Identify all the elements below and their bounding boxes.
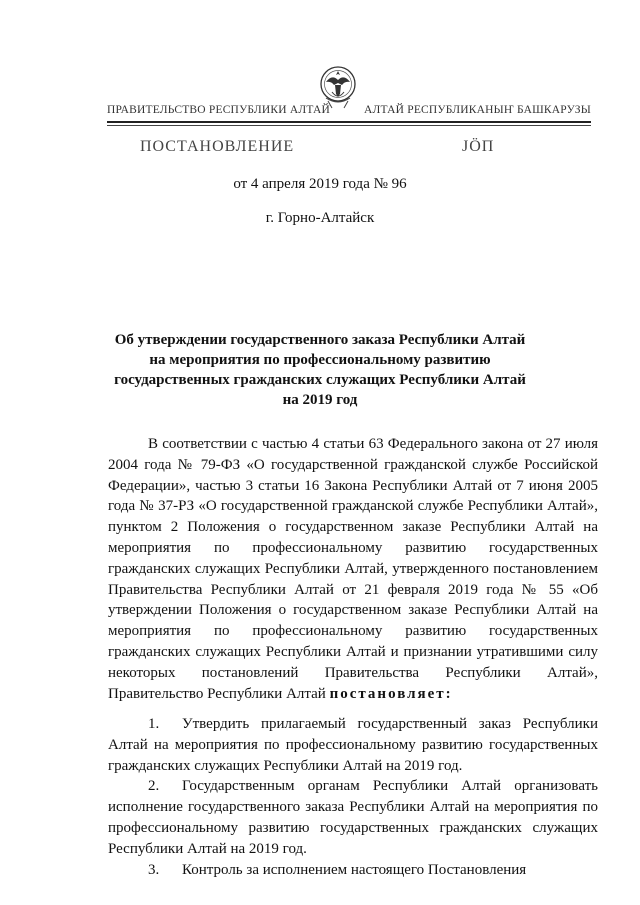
resolution-items [108,714,598,880]
preamble-decree-word: постановляет: [329,685,453,702]
item-number: 3. [148,861,160,878]
document-city: г. Горно-Алтайск [265,210,375,226]
header-divider-thick [107,121,591,123]
government-header [107,104,591,120]
header-government-name-alt: АЛТАЙ РЕСПУБЛИКАНЫҤ БАШКАРУЗЫ [364,104,591,116]
item-number: 2. [148,778,160,795]
title-line: на 2019 год [282,392,358,408]
preamble [108,434,598,704]
header-divider-thin [107,125,591,126]
resolution-item [108,860,598,881]
preamble-text: В соответствии с частью 4 статьи 63 Федерального закона от 27 июля 2004 года № 79-ФЗ «О государственной гражданской службе Российской Федерации», частью 3 статьи 16 Закона Республики Алтай от 7 июня 2005 года № 37-РЗ «О государственной гражданской службе Республики Алтай», пунктом 2 Положения о государственном заказе Республики Алтай на мероприятия по профессиональному развитию государственных гражданских служащих Республики Алтай, утвержденного постановлением Правительства Республики Алтай от 21 февраля 2019 года № 55 «Об утверждении Положения о государственном заказе Республики Алтай на мероприятия по профессиональному развитию государственных гражданских служащих Республики Алтай и признании утратившими силу некоторых постановлений Правительства Республики Алтай», Правительство Республики Алтай [108,436,598,702]
title-line: на мероприятия по профессиональному развитию [149,352,491,368]
document-type-ru: ПОСТАНОВЛЕНИЕ [140,138,295,155]
resolution-item [108,776,598,859]
item-text: Контроль за исполнением настоящего Постановления [182,861,527,878]
item-text: Утвердить прилагаемый государственный заказ Республики Алтай на мероприятия по профессиональному развитию государственных гражданских служащих Республики Алтай на 2019 год. [108,716,598,774]
preamble-paragraph [108,434,598,704]
header-government-name-ru: ПРАВИТЕЛЬСТВО РЕСПУБЛИКИ АЛТАЙ [107,104,331,116]
resolution-item [108,714,598,776]
coat-of-arms-icon [318,62,358,110]
item-number: 1. [148,716,160,732]
title-line: государственных гражданских служащих Республики Алтай [114,372,526,388]
document-type-alt: ЈӦП [462,138,495,155]
document-title [100,330,540,410]
item-text: Государственным органам Республики Алтай организовать исполнение государственного заказа Республики Алтай на мероприятия по профессиональному развитию государственных гражданских служащих Республики Алтай на 2019 год. [108,778,598,857]
title-line: Об утверждении государственного заказа Республики Алтай [114,332,526,348]
document-date-number: от 4 апреля 2019 года № 96 [233,176,407,192]
